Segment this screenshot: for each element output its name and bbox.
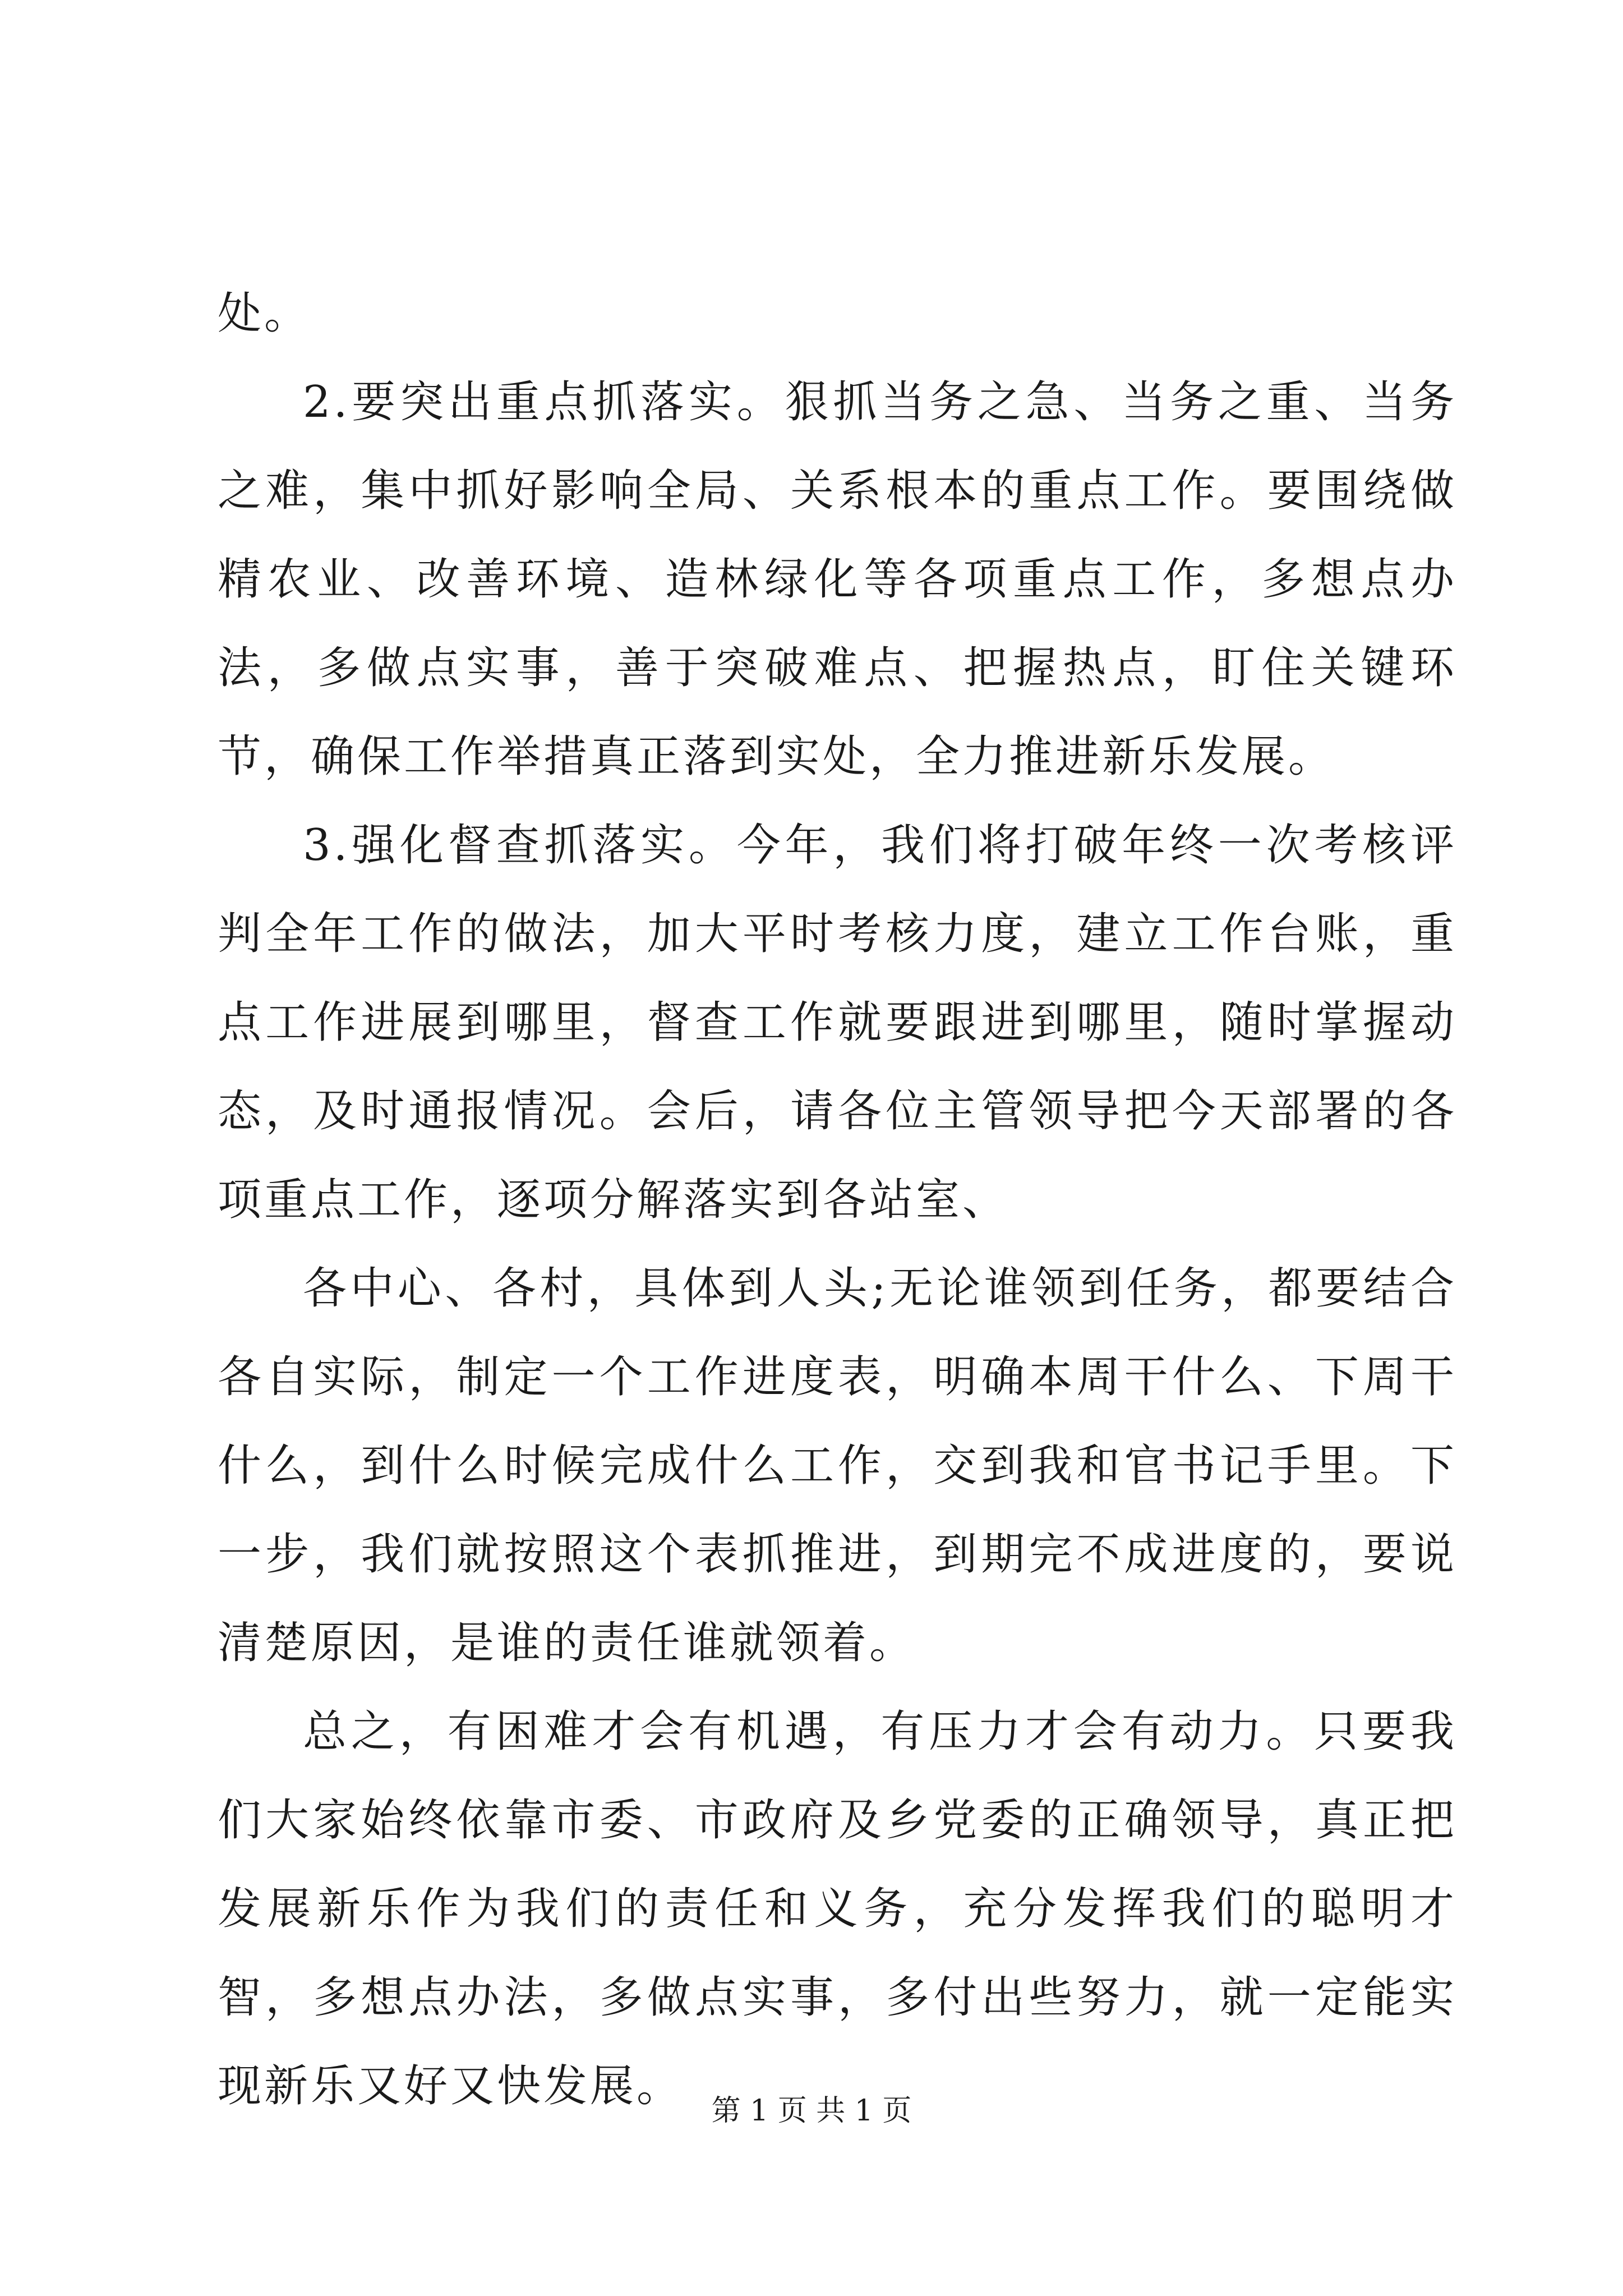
paragraph-2: 2.要突出重点抓落实。狠抓当务之急、当务之重、当务之难，集中抓好影响全局、关系根本的重点工作。要围绕做精农业、改善环境、造林绿化等各项重点工作，多想点办法，多做点实事，善于突破难点、把握热点，盯住关键环节，确保工作举措真正落到实处，全力推进新乐发展。: [218, 377, 1457, 782]
paragraph-1: 处。: [218, 288, 311, 339]
paragraph-4: 各中心、各村，具体到人头;无论谁领到任务，都要结合各自实际，制定一个工作进度表，明确本周干什么、下周干什么，到什么时候完成什么工作，交到我和官书记手里。下一步，我们就按照这个表抓推进，到期完不成进度的，要说清楚原因，是谁的责任谁就领着。: [218, 1263, 1457, 1668]
page-footer: 第 1 页 共 1 页: [711, 2094, 912, 2128]
paragraph-5: 总之，有困难才会有机遇，有压力才会有动力。只要我们大家始终依靠市委、市政府及乡党委的正确领导，真正把发展新乐作为我们的责任和义务，充分发挥我们的聪明才智，多想点办法，多做点实事，多付出些努力，就一定能实现新乐又好又快发展。: [218, 1706, 1457, 2111]
paragraph-3: 3.强化督查抓落实。今年，我们将打破年终一次考核评判全年工作的做法，加大平时考核力度，建立工作台账，重点工作进展到哪里，督查工作就要跟进到哪里，随时掌握动态，及时通报情况。会后，请各位主管领导把今天部署的各项重点工作，逐项分解落实到各站室、: [218, 820, 1457, 1225]
document-body: [218, 269, 1457, 2131]
